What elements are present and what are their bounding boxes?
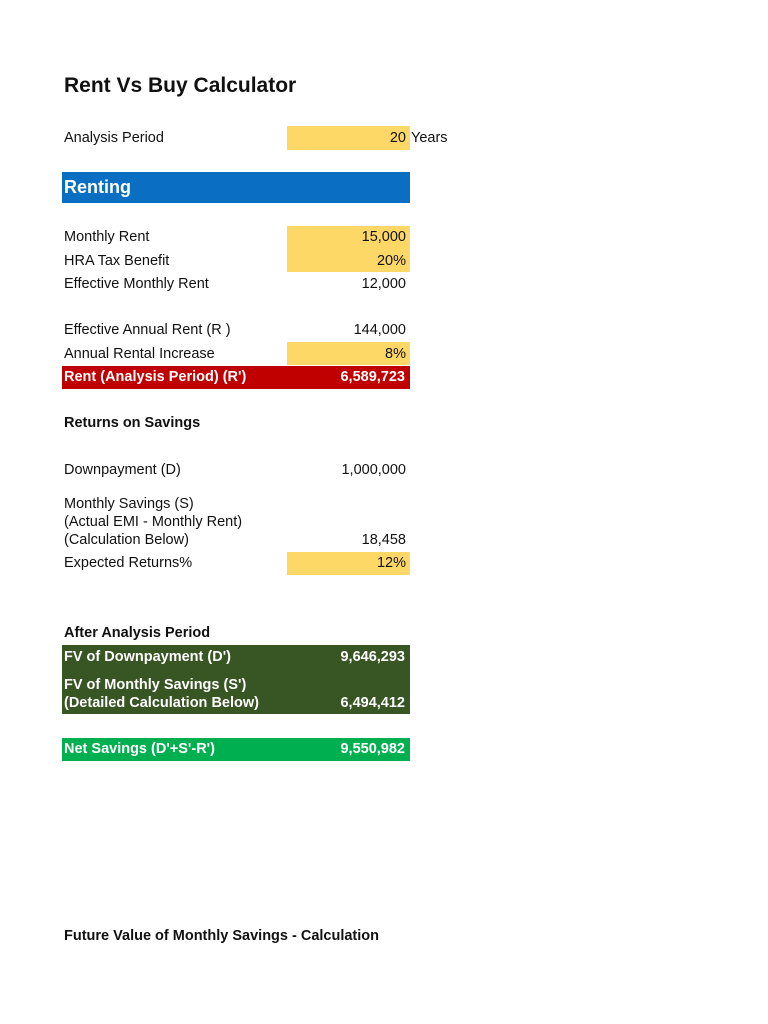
- renting-header-bar: [62, 172, 410, 203]
- analysis-period-value: 20: [389, 130, 406, 146]
- fv-monthly-savings-label-line2: (Detailed Calculation Below): [64, 695, 259, 711]
- hra-tax-benefit-label: HRA Tax Benefit: [64, 253, 170, 269]
- net-savings-bar: [62, 738, 410, 761]
- page-title: Rent Vs Buy Calculator: [64, 74, 297, 97]
- rent-analysis-period-value: 6,589,723: [340, 369, 405, 385]
- renting-header-text: Renting: [64, 177, 131, 197]
- monthly-savings-value: 18,458: [361, 532, 406, 548]
- fv-downpayment-value: 9,646,293: [340, 649, 405, 665]
- rent-analysis-period-label: Rent (Analysis Period) (R'): [64, 369, 247, 385]
- downpayment-value: 1,000,000: [341, 462, 406, 478]
- effective-monthly-rent-value: 12,000: [361, 276, 406, 292]
- annual-rental-increase-label: Annual Rental Increase: [64, 346, 215, 362]
- effective-annual-rent-value: 144,000: [353, 322, 406, 338]
- returns-on-savings-heading: Returns on Savings: [64, 415, 201, 431]
- future-value-calculation-heading: Future Value of Monthly Savings - Calculation: [64, 928, 380, 944]
- effective-monthly-rent-label: Effective Monthly Rent: [64, 276, 209, 292]
- fv-monthly-savings-value: 6,494,412: [340, 695, 405, 711]
- net-savings-value: 9,550,982: [340, 741, 405, 757]
- analysis-period-unit: Years: [411, 130, 448, 146]
- monthly-rent-value: 15,000: [361, 229, 406, 245]
- monthly-savings-label-line3: (Calculation Below): [64, 532, 189, 548]
- annual-rental-increase-value: 8%: [385, 346, 406, 362]
- analysis-period-label: Analysis Period: [64, 130, 164, 146]
- monthly-savings-label-line1: Monthly Savings (S): [64, 496, 194, 512]
- effective-annual-rent-label: Effective Annual Rent (R ): [64, 322, 231, 338]
- after-analysis-period-heading: After Analysis Period: [64, 625, 211, 641]
- fv-monthly-savings-label-line1: FV of Monthly Savings (S'): [64, 677, 247, 693]
- monthly-rent-label: Monthly Rent: [64, 229, 150, 245]
- net-savings-label: Net Savings (D'+S'-R'): [64, 741, 215, 757]
- expected-returns-value: 12%: [376, 555, 406, 571]
- expected-returns-label: Expected Returns%: [64, 555, 193, 571]
- monthly-savings-label-line2: (Actual EMI - Monthly Rent): [64, 514, 243, 530]
- rent-analysis-period-bar: [62, 366, 410, 389]
- fv-downpayment-label: FV of Downpayment (D'): [64, 649, 231, 665]
- hra-tax-benefit-value: 20%: [376, 253, 406, 269]
- downpayment-label: Downpayment (D): [64, 462, 181, 478]
- future-values-block: [62, 645, 410, 714]
